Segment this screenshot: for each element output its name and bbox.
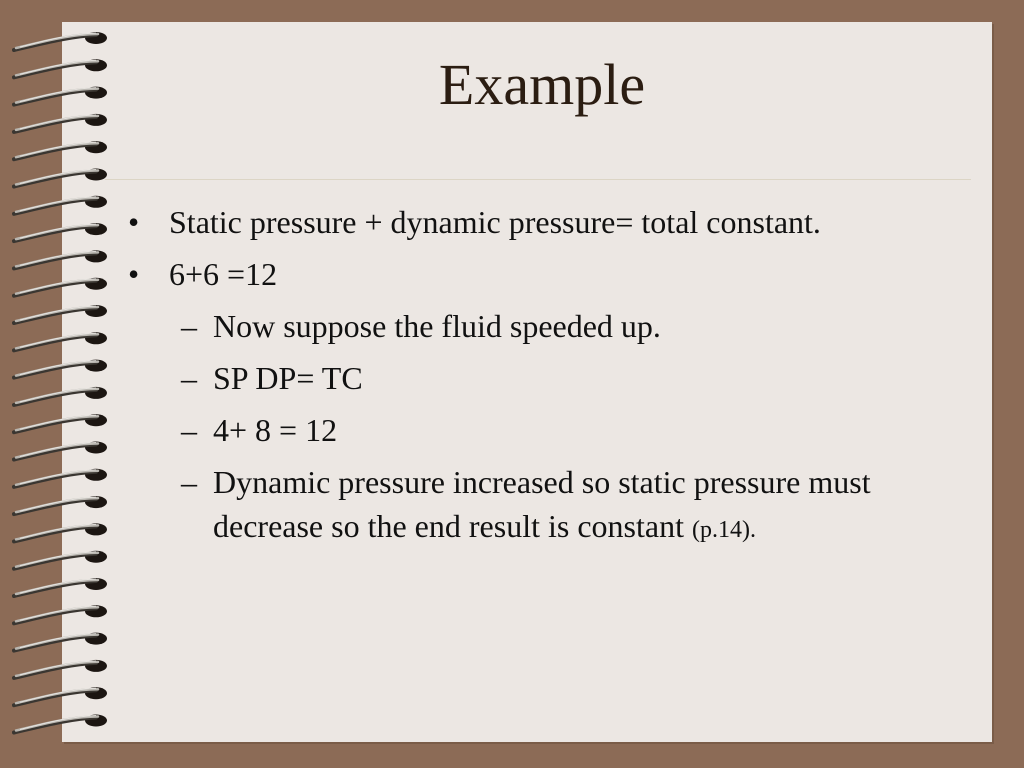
bullet-item [128, 252, 958, 296]
title-divider [105, 179, 971, 180]
sub-bullet-marker: – [181, 464, 197, 500]
binding-ring [14, 578, 107, 596]
binding-ring [14, 605, 107, 623]
sub-bullet-text: SP DP= TC [213, 360, 363, 396]
sub-bullet-item [181, 304, 958, 348]
binding-ring [14, 496, 107, 514]
sub-bullet-text: Dynamic pressure increased so static pressure must decrease so the end result is constant [213, 464, 871, 544]
binding-ring [14, 469, 107, 487]
bullet-marker: • [128, 204, 140, 240]
binding-ring [14, 223, 107, 241]
slide-body [128, 200, 958, 560]
binding-ring [14, 551, 107, 569]
binding-ring [14, 332, 107, 350]
slide-title: Example [438, 52, 646, 117]
sub-bullet-item [181, 460, 958, 552]
binding-ring [14, 278, 107, 296]
binding-ring [14, 196, 107, 214]
binding-ring [14, 633, 107, 651]
binding-ring [14, 305, 107, 323]
sub-bullet-text: 4+ 8 = 12 [213, 412, 338, 448]
bullet-text: 6+6 =12 [169, 256, 278, 292]
sub-bullet-item [181, 408, 958, 452]
spiral-binding-icon [0, 8, 135, 748]
binding-ring [14, 141, 107, 159]
binding-ring [14, 387, 107, 405]
sub-bullet-marker: – [181, 360, 197, 396]
bullet-item [128, 200, 958, 244]
binding-ring [14, 442, 107, 460]
binding-ring [14, 169, 107, 187]
bullet-marker: • [128, 256, 140, 292]
sub-bullet-item [181, 356, 958, 400]
binding-ring [14, 32, 107, 50]
sub-bullet-marker: – [181, 412, 197, 448]
binding-ring [14, 687, 107, 705]
binding-ring [14, 250, 107, 268]
binding-ring [14, 414, 107, 432]
bullet-text: Static pressure + dynamic pressure= total constant. [169, 204, 821, 240]
binding-ring [14, 360, 107, 378]
page-reference: (p.14). [691, 517, 756, 543]
binding-ring [14, 523, 107, 541]
binding-ring [14, 715, 107, 733]
binding-ring [14, 660, 107, 678]
binding-ring [14, 114, 107, 132]
sub-bullet-marker: – [181, 308, 197, 344]
sub-bullet-text: Now suppose the fluid speeded up. [213, 308, 661, 344]
